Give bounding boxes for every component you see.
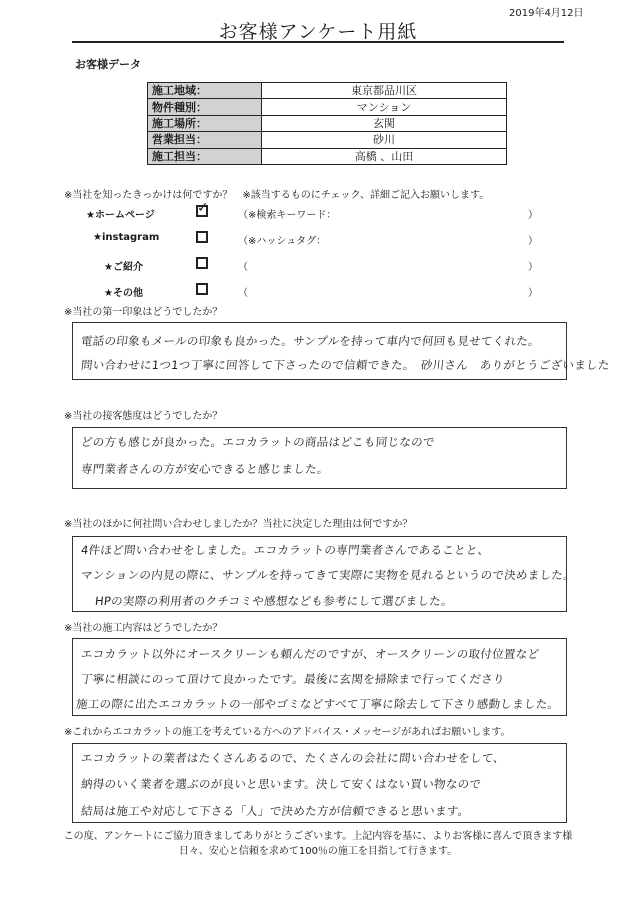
option-label-other: ★その他 — [104, 288, 143, 299]
answer-service-attitude — [72, 427, 567, 489]
answer-line: エコカラットの業者はたくさんあるので、たくさんの会社に問い合わせをして、 — [80, 751, 506, 765]
field-label: 施工地域： — [148, 83, 262, 99]
checkbox-homepage[interactable] — [196, 200, 209, 217]
option-close-paren: ） — [528, 288, 538, 299]
customer-data-table — [147, 82, 507, 165]
option-detail-instagram: （※ハッシュタグ： — [238, 236, 327, 247]
table-row — [148, 83, 507, 99]
answer-line: 4件ほど問い合わせをしました。エコカラットの専門業者さんであることと、 — [80, 543, 491, 557]
option-close-paren: ） — [528, 210, 538, 221]
field-value: 東京都品川区 — [262, 83, 507, 99]
answer-line: どの方も感じが良かった。エコカラットの商品はどこも同じなので — [80, 435, 436, 449]
answer-line: 電話の印象もメールの印象も良かった。サンプルを持って車内で何回も見せてくれた。 — [80, 334, 541, 348]
answer-other-companies — [72, 536, 576, 612]
survey-date: 2019年4月12日 — [509, 8, 584, 19]
question-service-attitude: ※当社の接客態度はどうでしたか？ — [64, 411, 223, 422]
option-close-paren: ） — [528, 236, 538, 247]
question-advice: ※これからエコカラットの施工を考えている方へのアドバイス・メッセージがあればお願いします。 — [64, 727, 511, 738]
table-row — [148, 99, 507, 115]
checkbox-other[interactable] — [196, 283, 208, 295]
answer-line: 施工の際に出たエコカラットの一部やゴミなどすべて丁寧に除去して下さり感動しました。 — [75, 697, 561, 711]
option-label-referral: ★ご紹介 — [104, 262, 143, 273]
table-row — [148, 148, 507, 164]
answer-line: 納得のいく業者を選ぶのが良いと思います。決して安くはない買い物なので — [80, 777, 483, 791]
answer-line: HPの実際の利用者のクチコミや感想なども参考にして選びました。 — [94, 594, 454, 608]
answer-line: 結局は施工や対応して下さる「人」で決めた方が信頼できると思います。 — [80, 804, 471, 818]
table-row — [148, 132, 507, 148]
option-detail-other: （ — [238, 288, 248, 299]
answer-work-quality — [72, 638, 567, 716]
field-value: 砂川 — [262, 132, 507, 148]
title-underline — [72, 41, 564, 43]
answer-line: エコカラット以外にオースクリーンも頼んだのですが、オースクリーンの取付位置など — [80, 647, 541, 661]
answer-line: 専門業者さんの方が安心できると感じました。 — [80, 462, 330, 476]
checkbox-referral[interactable] — [196, 257, 208, 269]
footer-line: 日々、安心と信頼を求めて100％の施工を目指して行きます。 — [178, 846, 458, 857]
answer-advice — [72, 743, 567, 823]
field-label: 施工場所： — [148, 115, 262, 131]
option-detail-referral: （ — [238, 262, 248, 273]
question-work-quality: ※当社の施工内容はどうでしたか？ — [64, 623, 223, 634]
question-first-impression: ※当社の第一印象はどうでしたか？ — [64, 307, 223, 318]
option-label-homepage: ★ホームページ — [86, 210, 155, 221]
field-value: 玄関 — [262, 115, 507, 131]
footer-message — [0, 829, 636, 859]
option-detail-homepage: （※検索キーワード： — [238, 210, 337, 221]
page-title: お客様アンケート用紙 — [218, 21, 418, 43]
field-value: 高橋 、山田 — [262, 148, 507, 164]
answer-line: マンションの内見の際に、サンプルを持ってきて実際に実物を見れるというので決めました。 — [80, 568, 576, 582]
checkbox-instagram[interactable] — [196, 231, 208, 243]
check-mark-icon: ✓ — [197, 200, 209, 216]
question-how-found: ※当社を知ったきっかけは何ですか？ ※該当するものにチェック、詳細ご記入お願いします。 — [64, 190, 490, 201]
option-label-instagram: ★instagram — [93, 232, 160, 243]
answer-first-impression — [72, 322, 611, 380]
answer-line: 問い合わせに1つ1つ丁寧に回答して下さったので信頼できた。 砂川さん ありがとうございました — [80, 358, 611, 372]
field-label: 物件種別： — [148, 99, 262, 115]
option-close-paren: ） — [528, 262, 538, 273]
question-other-companies: ※当社のほかに何社問い合わせしましたか？当社に決定した理由は何ですか？ — [64, 519, 413, 530]
customer-data-heading: お客様データ — [75, 58, 141, 71]
table-row — [148, 115, 507, 131]
field-label: 営業担当： — [148, 132, 262, 148]
field-label: 施工担当： — [148, 148, 262, 164]
answer-line: 丁寧に相談にのって頂けて良かったです。最後に玄関を掃除まで行ってくださり — [80, 672, 506, 686]
footer-line: この度、アンケートにご協力頂きましてありがとうございます。上記内容を基に、よりお客様に喜んで頂きます様 — [63, 831, 573, 842]
field-value: マンション — [262, 99, 507, 115]
